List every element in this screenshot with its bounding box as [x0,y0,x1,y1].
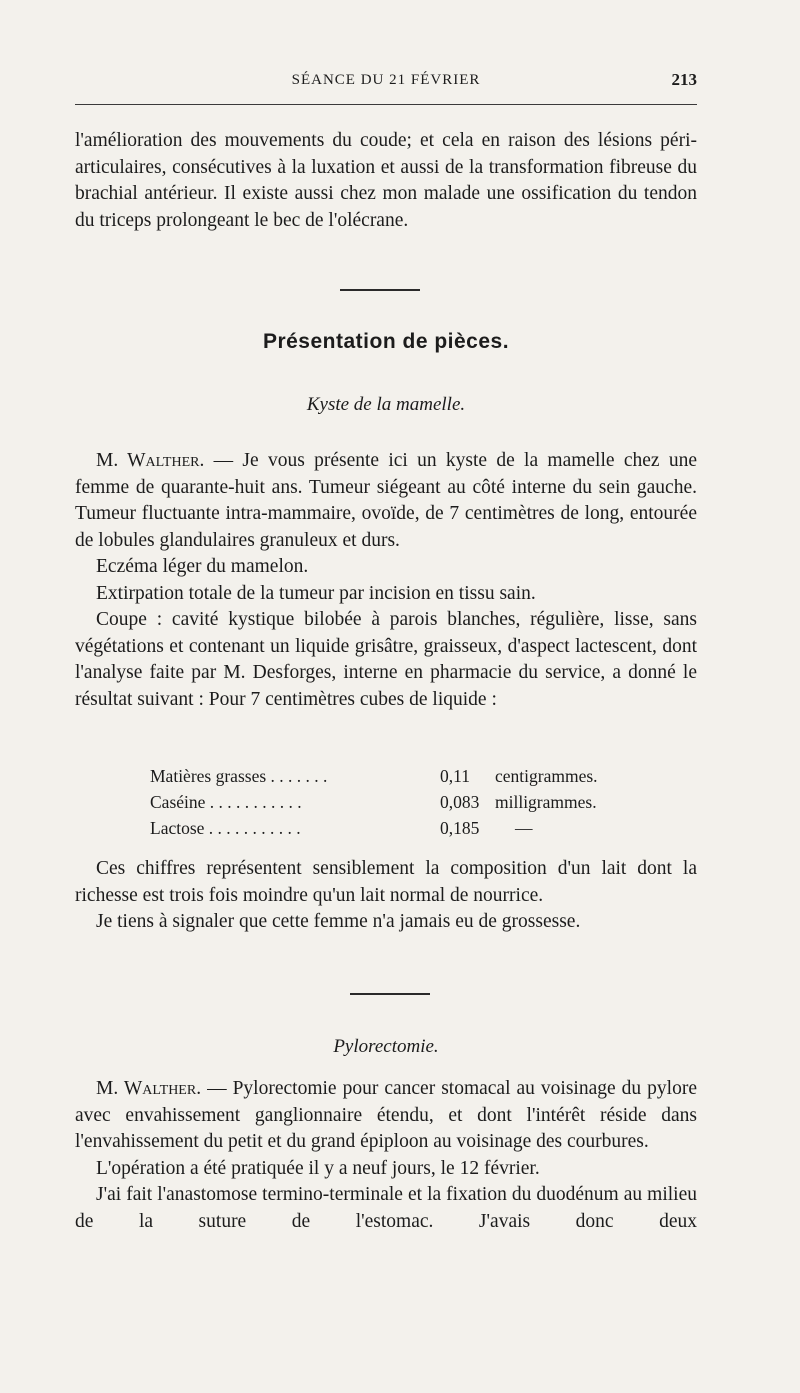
author-name: M. Walther. [96,1078,202,1099]
table-label: Caséine . . . . . . . . . . . [150,792,302,812]
kyste-title: Kyste de la mamelle. [306,394,466,415]
table-value: 0,11 [440,766,470,786]
page-number: 213 [671,70,697,89]
kyste-paragraph-5: Ces chiffres représentent sensiblement la composition d'un lait dont la richesse est trois fois moindre qu'un lait normal de nourrice. [75,858,697,906]
pylorectomie-paragraph-2: L'opération a été pratiquée il y a neuf jours, le 12 février. [96,1157,540,1179]
separator-rule [340,289,420,291]
table-label: Lactose . . . . . . . . . . . [150,818,301,838]
table-value: 0,185 [440,818,480,838]
header-rule [75,104,697,105]
table-unit: — [515,818,533,838]
kyste-paragraph-4: Coupe : cavité kystique bilobée à parois blanches, régulière, lisse, sans végétations et contenant un liquide grisâtre, graisseux, d'aspect lactescent, dont l'analyse faite par M. Desforges, interne en pharmacie du service, a donné le résultat suivant : Pour 7 centimètres cubes de liquide : [75,609,697,710]
page-header [75,72,697,96]
kyste-body [75,448,697,713]
table-unit: milligrammes. [495,792,597,812]
section-title: Présentation de pièces. [262,330,510,353]
separator-rule [350,993,430,995]
pylorectomie-paragraph-3: J'ai fait l'anastomose termino-terminale et la fixation du duodénum au milieu de la suture de l'estomac. J'avais donc deux [75,1184,697,1232]
table-label: Matières grasses . . . . . . . [150,766,328,786]
kyste-conclusion [75,856,697,936]
author-name: M. Walther. [96,450,205,471]
kyste-paragraph-3: Extirpation totale de la tumeur par incision en tissu sain. [96,582,536,604]
intro-paragraph: l'amélioration des mouvements du coude; et cela en raison des lésions péri-articulaires, consécutives à la luxation et aussi de la transformation fibreuse du brachial antérieur. Il existe aussi chez mon malade une ossification du tendon du triceps prolongeant le bec de l'olécrane. [75,130,697,231]
pylorectomie-title: Pylorectomie. [333,1036,439,1057]
table-unit: centigrammes. [495,766,598,786]
intro-block [75,128,697,234]
pylorectomie-paragraph-1: M. Walther. — Pylorectomie pour cancer stomacal au voisinage du pylore avec envahissement ganglionnaire étendu, et dont l'intérêt réside dans l'envahissement du petit et du grand épiploon au voisinage des courbures. [75,1078,697,1152]
kyste-paragraph-2: Eczéma léger du mamelon. [96,556,309,577]
kyste-paragraph-6: Je tiens à signaler que cette femme n'a jamais eu de grossesse. [96,911,581,932]
table-row [150,792,630,816]
kyste-paragraph-1: M. Walther. — Je vous présente ici un kyste de la mamelle chez une femme de quarante-huit ans. Tumeur siégeant au côté interne du sein gauche. Tumeur fluctuante intra-mammaire, ovoïde, de 7 centimètres de long, entourée de lobules glandulaires granuleux et durs. [75,450,697,551]
table-value: 0,083 [440,792,480,812]
table-row [150,766,630,790]
table-row [150,818,630,842]
pylorectomie-body [75,1076,697,1235]
running-title: SÉANCE DU 21 FÉVRIER [291,72,481,88]
